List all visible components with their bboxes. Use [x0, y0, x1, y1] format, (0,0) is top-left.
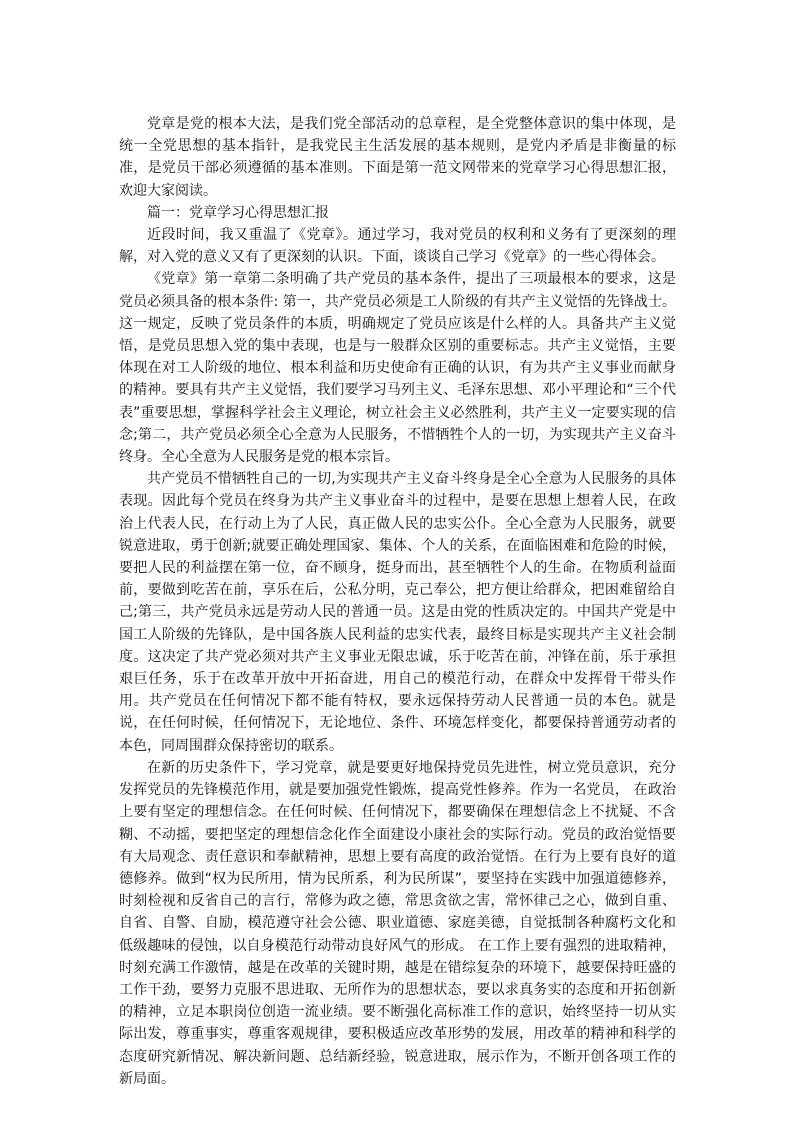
document-body: [119, 113, 676, 1090]
body-paragraph: 共产党员不惜牺牲自己的一切,为实现共产主义奋斗终身是全心全意为人民服务的具体表现。因此每个党员在终身为共产主义事业奋斗的过程中，是要在思想上想着人民，在政治上代表人民，在行动上为了人民，真正做人民的忠实公仆。全心全意为人民服务，就要锐意进取，勇于创新;就要正确处理国家、集体、个人的关系，在面临困难和危险的时候，要把人民的利益摆在第一位，奋不顾身，挺身而出，甚至牺牲个人的生命。在物质利益面前，要做到吃苦在前，享乐在后，公私分明，克己奉公，把方便让给群众，把困难留给自己;第三，共产党员永远是劳动人民的普通一员。这是由党的性质决定的。中国共产党是中国工人阶级的先锋队，是中国各族人民利益的忠实代表，最终目标是实现共产主义社会制度。这决定了共产党必须对共产主义事业无限忠诚，乐于吃苦在前，冲锋在前，乐于承担艰巨任务，乐于在改革开放中开拓奋进，用自己的模范行动，在群众中发挥骨干带头作用。共产党员在任何情况下都不能有特权，要永远保持劳动人民普通一员的本色。就是说，在任何时候，任何情况下，无论地位、条件、环境怎样变化，都要保持普通劳动者的本色，同周围群众保持密切的联系。: [119, 471, 676, 754]
body-paragraph: 近段时间，我又重温了《党章》。通过学习，我对党员的权利和义务有了更深刻的理解，对入党的意义又有了更深刻的认识。下面，谈谈自己学习《党章》的一些心得体会。: [119, 227, 676, 266]
body-paragraph: 《党章》第一章第二条明确了共产党员的基本条件，提出了三项最根本的要求，这是党员必须具备的根本条件: 第一，共产党员必须是工人阶级的有共产主义觉悟的先锋战士。这一规定，反映了党员条件的本质，明确规定了党员应该是什么样的人。具备共产主义觉悟，是党员思想入党的集中表现，也是与一般群众区别的重要标志。共产主义觉悟，主要体现在对工人阶级的地位、根本利益和历史使命有正确的认识，有为共产主义事业而献身的精神。要具有共产主义觉悟，我们要学习马列主义、毛泽东思想、邓小平理论和“三个代表”重要思想，掌握科学社会主义理论，树立社会主义必然胜利，共产主义一定要实现的信念;第二，共产党员必须全心全意为人民服务，不惜牺牲个人的一切，为实现共产主义奋斗终身。全心全意为人民服务是党的根本宗旨。: [119, 271, 676, 466]
intro-paragraph: 党章是党的根本大法，是我们党全部活动的总章程，是全党整体意识的集中体现，是统一全党思想的基本指针，是我党民主生活发展的基本规则，是党内矛盾是非衡量的标准，是党员干部必须遵循的基本准则。下面是第一范文网带来的党章学习心得思想汇报，欢迎大家阅读。: [119, 116, 676, 199]
body-paragraph: 在新的历史条件下，学习党章，就是要更好地保持党员先进性，树立党员意识，充分发挥党员的先锋模范作用，就是要加强党性锻炼，提高党性修养。作为一名党员， 在政治上要有坚定的理想信念。在任何时候、任何情况下，都要确保在理想信念上不扰疑、不含糊、不动摇，要把坚定的理想信念化作全面建设小康社会的实际行动。党员的政治觉悟要有大局观念、责任意识和奉献精神，思想上要有高度的政治觉悟。在行为上要有良好的道德修养。做到“权为民所用，情为民所系，利为民所谋”，要坚持在实践中加强道德修养，时刻检视和反省自己的言行，常修为政之德，常思贪欲之害，常怀律己之心，做到自重、自省、自警、自励，模范遵守社会公德、职业道德、家庭美德，自觉抵制各种腐朽文化和低级趣味的侵蚀，以自身模范行动带动良好风气的形成。 在工作上要有强烈的进取精神，时刻充满工作激情，越是在改革的关键时期，越是在错综复杂的环境下，越要保持旺盛的工作干劲，要努力克服不思进取、无所作为的思想状态，要以求真务实的态度和开拓创新的精神，立足本职岗位创造一流业绩。要不断强化高标准工作的意识，始终坚持一切从实际出发，尊重事实，尊重客观规律，要积极适应改革形势的发展，用改革的精神和科学的态度研究新情况、解决新问题、总结新经验，锐意进取，展示作为，不断开创各项工作的新局面。: [119, 759, 676, 1087]
section-heading: 篇一：党章学习心得思想汇报: [147, 204, 329, 221]
